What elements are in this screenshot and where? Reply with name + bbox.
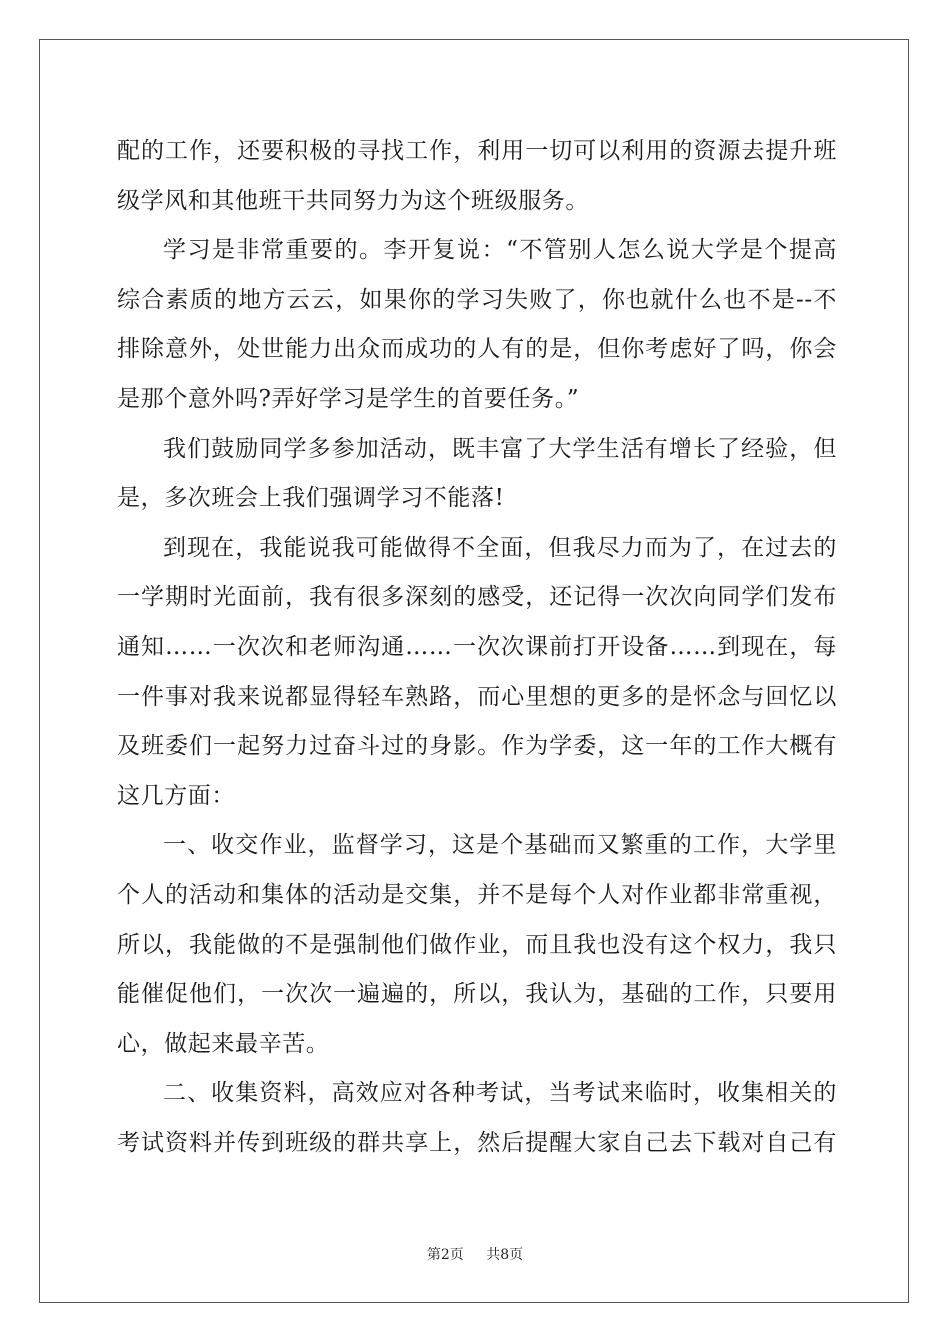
text-line: 一件事对我来说都显得轻车熟路，而心里想的更多的是怀念与回忆以	[117, 683, 837, 710]
text-line: 学习是非常重要的。李开复说：“不管别人怎么说大学是个提高	[163, 237, 837, 264]
text-line: 这几方面：	[117, 782, 235, 809]
text-line: 一学期时光面前，我有很多深刻的感受，还记得一次次向同学们发布	[117, 584, 837, 611]
page-number: 第2页	[426, 1247, 464, 1263]
page-total: 共8页	[486, 1247, 524, 1263]
text-line: 配的工作，还要积极的寻找工作，利用一切可以利用的资源去提升班	[117, 138, 837, 164]
text-line: 到现在，我能说我可能做得不全面，但我尽力而为了，在过去的	[163, 534, 837, 561]
document-body	[117, 127, 837, 1168]
text-line: 一、收交作业，监督学习，这是个基础而又繁重的工作，大学里	[163, 832, 837, 859]
text-line: 是那个意外吗?弄好学习是学生的首要任务。”	[117, 385, 580, 412]
text-line: 我们鼓励同学多参加活动，既丰富了大学生活有增长了经验，但	[163, 435, 837, 462]
text-line: 心，做起来最辛苦。	[117, 1030, 330, 1057]
text-line: 及班委们一起努力过奋斗过的身影。作为学委，这一年的工作大概有	[117, 733, 837, 760]
text-line: 所以，我能做的不是强制他们做作业，而且我也没有这个权力，我只	[117, 931, 837, 958]
text-line: 综合素质的地方云云，如果你的学习失败了，你也就什么也不是--不	[117, 286, 837, 313]
text-line: 排除意外，处世能力出众而成功的人有的是，但你考虑好了吗，你会	[117, 336, 837, 363]
text-line: 级学风和其他班干共同努力为这个班级服务。	[117, 187, 589, 214]
page-footer	[0, 1244, 950, 1264]
text-line: 通知……一次次和老师沟通……一次次课前打开设备……到现在，每	[117, 633, 837, 660]
text-line: 二、收集资料，高效应对各种考试，当考试来临时，收集相关的	[163, 1080, 837, 1107]
text-line: 是，多次班会上我们强调学习不能落!	[117, 485, 505, 512]
text-line: 个人的活动和集体的活动是交集，并不是每个人对作业都非常重视，	[117, 881, 837, 908]
text-line: 考试资料并传到班级的群共享上，然后提醒大家自己去下载对自己有	[117, 1129, 837, 1156]
text-line: 能催促他们，一次次一遍遍的，所以，我认为，基础的工作，只要用	[117, 981, 837, 1008]
